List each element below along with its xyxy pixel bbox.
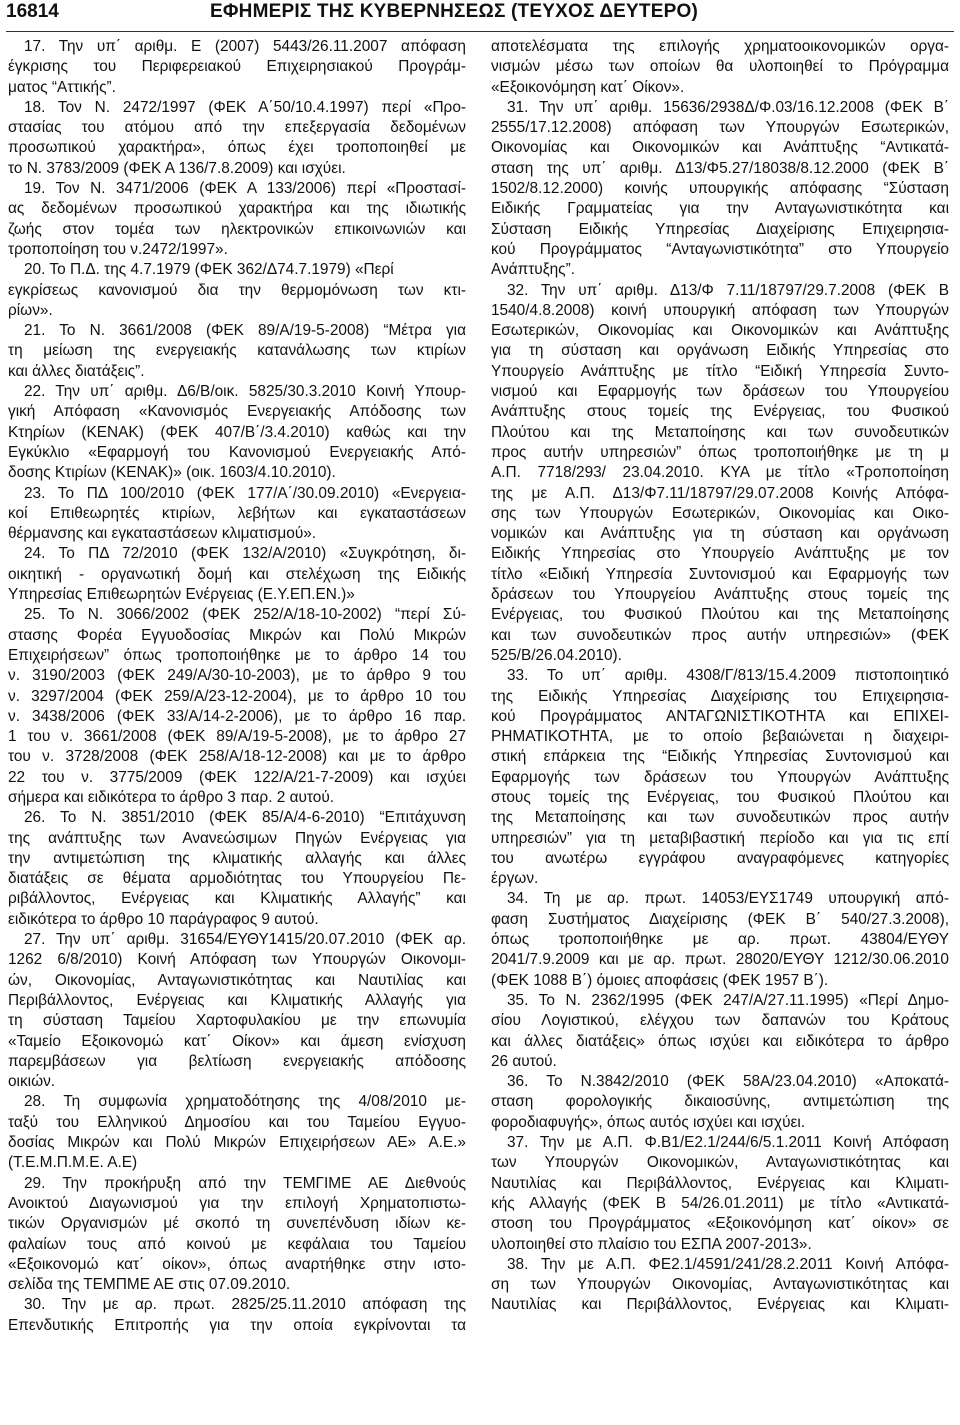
text-line: της ανάπτυξης των Ανανεώσιμων Πηγών Ενέργειας για bbox=[8, 829, 466, 847]
text-line: παρεμβάσεων για βελτίωση ενεργειακής απόδοσης bbox=[8, 1052, 466, 1070]
text-line: 27. Την υπ΄ αριθμ. 31654/ΕΥΘΥ1415/20.07.2010 (ΦΕΚ αρ. bbox=[24, 931, 466, 949]
text-line: στασίας του ατόμου από την επεξεργασία δεδομένων bbox=[8, 119, 466, 137]
text-line: 34. Τη με αρ. πρωτ. 14053/ΕΥΣ1749 υπουργική από- bbox=[507, 890, 949, 908]
text-line: ταξύ του Ελληνικού Δημοσίου και του Ταμείου Εγγυο- bbox=[8, 1113, 466, 1131]
text-line: έργων. bbox=[491, 870, 539, 888]
text-line: 1502/8.12.2000) κοινής υπουργικής απόφασης “Σύσταση bbox=[491, 180, 949, 198]
text-line: 525/Β/26.04.2010). bbox=[491, 646, 622, 664]
text-line: νισμών μέσω των οποίων θα υλοποιηθεί το Πρόγραμμα bbox=[491, 58, 949, 76]
text-line: θέρμανσης και εγκαταστάσεων κλιματισμού». bbox=[8, 525, 317, 543]
text-line: Σύσταση Ειδικής Υπηρεσίας Διαχείρισης Επιχειρησια- bbox=[491, 220, 949, 238]
text-line: των Υπουργών Οικονομικών, Ανταγωνιστικότητας και bbox=[491, 1154, 949, 1172]
text-line: νομικών και Ανάπτυξης για τη σύσταση και οργάνωση bbox=[491, 525, 949, 543]
text-line: Ενέργειας, του Φυσικού Πλούτου και της Μεταποίησης bbox=[491, 606, 949, 624]
text-line: δοσίας Μικρών και Πολύ Μικρών Επιχειρήσεων ΑΕ» Α.Ε.» bbox=[8, 1134, 466, 1152]
text-line: 31. Την υπ΄ αριθμ. 15636/2938Δ/Φ.03/16.12.2008 (ΦΕΚ Β΄ bbox=[507, 98, 949, 116]
text-line: σήμερα και ειδικότερα το άρθρο 3 παρ. 2 αυτού. bbox=[8, 788, 335, 806]
text-line: 21. Το Ν. 3661/2008 (ΦΕΚ 89/Α/19-5-2008) “Μέτρα για bbox=[24, 322, 466, 340]
text-line: 26 αυτού. bbox=[491, 1052, 557, 1070]
text-line: 37. Την με Α.Π. Φ.Β1/Ε2.1/244/6/5.1.2011 Κοινή Απόφαση bbox=[507, 1134, 949, 1152]
text-line: Ειδικής Γραμματείας για την Ανταγωνιστικότητα και bbox=[491, 200, 949, 218]
text-line: σης των Υπουργών Εσωτερικών, Οικονομίας και Οικο- bbox=[491, 504, 949, 522]
text-line: 24. Το ΠΔ 72/2010 (ΦΕΚ 132/Α/2010) «Συγκρότηση, δι- bbox=[24, 545, 466, 563]
text-line: στασης Φορέα Εγγυοδοσίας Μικρών και Πολύ Μικρών bbox=[8, 626, 466, 644]
right-column bbox=[491, 37, 949, 1316]
text-line: 29. Την προκήρυξη από την ΤΕΜΓΙΜΕ ΑΕ Διεθνούς bbox=[24, 1174, 466, 1192]
text-line: 28. Τη συμφωνία χρηματοδότησης της 4/08/2010 με- bbox=[24, 1093, 466, 1111]
text-line: δράσεων του Υπουργείου Ανάπτυξης στους τομείς της bbox=[491, 586, 949, 604]
text-line: φαση Συστήματος Διαχείρισης (ΦΕΚ Β΄ 540/27.3.2008), bbox=[491, 910, 949, 928]
text-line: Ναυτιλίας και Περιβάλλοντος, Ενέργειας και Κλιματι- bbox=[491, 1174, 949, 1192]
text-line: οικιών. bbox=[8, 1073, 56, 1091]
text-line: (ΦΕΚ 1088 Β΄) όμοιες αποφάσεις (ΦΕΚ 1957 Β΄). bbox=[491, 971, 829, 989]
text-line: τη σύσταση Ταμείου Χαρτοφυλακίου με την επωνυμία bbox=[8, 1012, 466, 1030]
text-line: 35. Το Ν. 2362/1995 (ΦΕΚ 247/Α/27.11.1995) «Περί Δημο- bbox=[507, 991, 949, 1009]
text-line: 18. Τον Ν. 2472/1997 (ΦΕΚ Α΄50/10.4.1997) περί «Προ- bbox=[24, 98, 466, 116]
text-line: Υπουργείο Ανάπτυξης με τίτλο “Ειδική Υπηρεσία Συντο- bbox=[491, 362, 949, 380]
text-line: Εσωτερικών, Οικονομίας και Οικονομικών και Ανάπτυξης bbox=[491, 322, 949, 340]
text-line: 1540/4.8.2008) κοινή υπουργική απόφαση των Υπουργών bbox=[491, 301, 949, 319]
text-line: Περιβάλλοντος, Ενέργειας και Κλιματικής Αλλαγής για bbox=[8, 991, 466, 1009]
text-line: ζωής στον τομέα των ηλεκτρονικών επικοινωνιών και bbox=[8, 220, 466, 238]
text-line: σελίδα της ΤΕΜΠΜΕ ΑΕ στις 07.09.2010. bbox=[8, 1276, 291, 1294]
text-line: Πλούτου και της Μεταποίησης και των συνοδευτικών bbox=[491, 423, 949, 441]
text-line: τη μείωση της ενεργειακής κατανάλωσης των κτιρίων bbox=[8, 342, 466, 360]
text-line: ας δεδομένων προσωπικού χαρακτήρα και της ιδιωτικής bbox=[8, 200, 466, 218]
text-line: Κτηρίων (ΚΕΝΑΚ) (ΦΕΚ 407/Β΄/3.4.2010) καθώς και την bbox=[8, 423, 466, 441]
text-line: αποτελέσματα της επιλογής χρηματοοικονομικών οργα- bbox=[491, 38, 949, 55]
text-line: Υπηρεσίας Επιθεωρητών Ενέργειας (Ε.Υ.ΕΠ.ΕΝ.)» bbox=[8, 586, 355, 604]
text-line: Εφαρμογής των δράσεων του Υπουργών Ανάπτυξης bbox=[491, 768, 949, 786]
text-line: 1262 6/8/2010) Κοινή Απόφαση των Υπουργών Οικονομι- bbox=[8, 951, 466, 969]
text-line: ν. 3190/2003 (ΦΕΚ 249/Α/30-10-2003), με το άρθρο 9 του bbox=[8, 667, 466, 685]
text-line: 38. Την με Α.Π. ΦΕ2.1/4591/241/28.2.2011 Κοινή Απόφα- bbox=[507, 1255, 949, 1273]
text-line: προσωπικού χαρακτήρα», όπως έχει τροποποιηθεί με bbox=[8, 139, 466, 157]
text-line: για τη σύσταση και οργάνωση Ειδικής Υπηρεσίας στο bbox=[491, 342, 949, 360]
text-line: Ειδικής Υπηρεσίας στο Υπουργείο Ανάπτυξης με τον bbox=[491, 545, 949, 563]
text-line: 30. Την με αρ. πρωτ. 2825/25.11.2010 απόφαση της bbox=[24, 1296, 466, 1314]
text-line: 20. Το Π.Δ. της 4.7.1979 (ΦΕΚ 362/Δ74.7.1979) «Περί bbox=[24, 261, 394, 279]
text-line: Α.Π. 7718/293/ 23.04.2010. ΚΥΑ με τίτλο «Τροποποίηση bbox=[491, 464, 949, 482]
text-line: 36. Το Ν.3842/2010 (ΦΕΚ 58Α/23.04.2010) «Αποκατά- bbox=[507, 1073, 949, 1091]
text-line: υπηρεσιών” για τη μεταβιβαστική περίοδο και για τις επί bbox=[491, 829, 949, 847]
text-line: 17. Την υπ΄ αριθμ. Ε (2007) 5443/26.11.2007 απόφαση bbox=[24, 38, 466, 55]
text-line: φοροδιαφυγής», όπως αυτός ισχύει και ισχύει. bbox=[491, 1113, 806, 1131]
text-line: και των συνοδευτικών προς αυτήν υπηρεσιών» (ΦΕΚ bbox=[491, 626, 949, 644]
text-line: ρίων». bbox=[8, 301, 53, 319]
text-line: ν. 3297/2004 (ΦΕΚ 259/Α/23-12-2004), με το άρθρο 10 του bbox=[8, 687, 466, 705]
text-line: του ν. 3728/2008 (ΦΕΚ 258/Α/18-12-2008) και με το άρθρο bbox=[8, 748, 466, 766]
text-line: και άλλες διατάξεις» όπως ισχύει και ειδικότερα το άρθρο bbox=[491, 1032, 949, 1050]
text-line: φαλαίων τους από κοινού με κεφάλαια του Ταμείου bbox=[8, 1235, 466, 1253]
text-line: 33. Το υπ΄ αριθμ. 4308/Γ/813/15.4.2009 πιστοποιητικό bbox=[507, 667, 949, 685]
text-line: κής Αλλαγής (ΦΕΚ Β 54/26.01.2011) με τίτλο «Αντικατά- bbox=[491, 1194, 949, 1212]
text-line: 1 του ν. 3661/2008 (ΦΕΚ 89/Α/19-5-2008), με το άρθρο 27 bbox=[8, 728, 466, 746]
text-line: τροποποίηση του ν.2472/1997». bbox=[8, 240, 228, 258]
text-line: του ανωτέρω εγγράφου αναγραφόμενες κατηγορίες bbox=[491, 849, 949, 867]
text-line: 26. Το Ν. 3851/2010 (ΦΕΚ 85/Α/4-6-2010) “Επιτάχυνση bbox=[24, 809, 466, 827]
text-line: 32. Την υπ΄ αριθμ. Δ13/Φ 7.11/18797/29.7.2008 (ΦΕΚ Β bbox=[507, 281, 949, 299]
page-header bbox=[0, 0, 960, 30]
text-line: 23. Το ΠΔ 100/2010 (ΦΕΚ 177/Α΄/30.09.2010) «Ενεργεια- bbox=[24, 484, 466, 502]
text-line: οικητική - οργανωτική δομή και στελέχωση της Ειδικής bbox=[8, 565, 466, 583]
text-line: κού Προγράμματος ΑΝΤΑΓΩΝΙΣΤΙΚΟΤΗΤΑ και ΕΠΙΧΕΙ- bbox=[491, 707, 949, 725]
text-line: ών, Οικονομίας, Ανταγωνιστικότητας και Ναυτιλίας και bbox=[8, 971, 466, 989]
text-line: έγκρισης του Περιφερειακού Επιχειρησιακού Προγράμ- bbox=[8, 58, 466, 76]
text-line: στους τομείς της Ενέργειας, του Φυσικού Πλούτου και bbox=[491, 788, 949, 806]
text-line: Ανοικτού Διαγωνισμού για την επιλογή Χρηματοπιστω- bbox=[8, 1194, 466, 1212]
text-line: Ναυτιλίας και Περιβάλλοντος, Ενέργειας και Κλιματι- bbox=[491, 1296, 949, 1314]
text-line: σταση της υπ΄ αριθμ. Δ13/Φ5.27/18038/8.12.2000 (ΦΕΚ Β΄ bbox=[491, 159, 949, 177]
text-line: 25. Το Ν. 3066/2002 (ΦΕΚ 252/Α/18-10-2002) “περί Σύ- bbox=[24, 606, 466, 624]
text-line: 22 του ν. 3775/2009 (ΦΕΚ 122/Α/21-7-2009) και ισχύει bbox=[8, 768, 466, 786]
text-line: τικών Οργανισμών μέ σκοπό τη συνεπένδυση ιδίων κε- bbox=[8, 1215, 466, 1233]
text-line: Οικονομίας και Οικονομικών και Ανάπτυξης “Αντικατά- bbox=[491, 139, 949, 157]
text-line: Ανάπτυξης”. bbox=[491, 261, 575, 279]
text-line: ΡΗΜΑΤΙΚΟΤΗΤΑ, με το οποίο βεβαιώνεται η διαχειρι- bbox=[491, 728, 949, 746]
text-line: «Ταμείο Εξοικονομώ κατ΄ Οίκον» και άμεση ενίσχυση bbox=[8, 1032, 466, 1050]
text-line: (Τ.Ε.Μ.Π.Μ.Ε. Α.Ε) bbox=[8, 1154, 138, 1172]
gazette-title: ΕΦΗΜΕΡΙΣ ΤΗΣ ΚΥΒΕΡΝΗΣΕΩΣ (ΤΕΥΧΟΣ ΔΕΥΤΕΡΟ) bbox=[210, 1, 698, 22]
text-line: στοση του Προγράμματος «Εξοικονόμηση κατ΄ οίκον» σε bbox=[491, 1215, 949, 1233]
text-line: 2555/17.12.2008) απόφαση των Υπουργών Εσωτερικών, bbox=[491, 119, 949, 137]
left-column bbox=[8, 37, 466, 1336]
text-line: ματος “Αττικής”. bbox=[8, 78, 116, 96]
header-rule bbox=[6, 31, 954, 32]
text-line: κού Προγράμματος “Ανταγωνιστικότητα” στο Υπουργείο bbox=[491, 240, 949, 258]
text-line: της Μεταποίησης και των συνοδευτικών προς αυτήν bbox=[491, 809, 949, 827]
text-line: τίτλο «Ειδική Υπηρεσία Συντονισμού και Εφαρμογής των bbox=[491, 565, 949, 583]
text-line: Εγκύκλιο «Εφαρμογή του Κανονισμού Ενεργειακής Από- bbox=[8, 443, 466, 461]
text-line: εγκρίσεως κανονισμού δια την θερμομόνωση των κτι- bbox=[8, 281, 466, 299]
text-line: Ανάπτυξης στους τομείς της Ενέργειας, του Φυσικού bbox=[491, 403, 949, 421]
text-line: νισμού και Εφαρμογής των δράσεων του Υπουργείου bbox=[491, 383, 949, 401]
text-line: γική Απόφαση «Κανονισμός Ενεργειακής Απόδοσης των bbox=[8, 403, 466, 421]
text-line: ριβάλλοντος, Ενέργειας και Κλιματικής Αλλαγής” και bbox=[8, 890, 466, 908]
text-line: της Ειδικής Υπηρεσίας Διαχείρισης του Επιχειρησια- bbox=[491, 687, 949, 705]
text-line: της με Α.Π. Δ13/Φ7.11/18797/29.07.2008 Κοινής Απόφα- bbox=[491, 484, 949, 502]
text-line: 2041/7.9.2009 και με αρ. πρωτ. 28020/ΕΥΘΥ 1212/30.06.2010 bbox=[491, 951, 949, 969]
text-line: υλοποιηθεί στο πλαίσιο του ΕΣΠΑ 2007-2013». bbox=[491, 1235, 812, 1253]
text-line: όπως τροποποιήθηκε με αρ. πρωτ. 43804/ΕΥΘΥ bbox=[491, 931, 949, 949]
text-line: το Ν. 3783/2009 (ΦΕΚ Α 136/7.8.2009) και ισχύει. bbox=[8, 159, 346, 177]
text-line: Επενδυτικής Επιτροπής για την οποία εγκρίνονται τα bbox=[8, 1316, 466, 1334]
text-line: «Εξοικονομώ κατ΄ οίκον», όπως αναρτήθηκε στην ιστο- bbox=[8, 1255, 466, 1273]
text-line: κοί Επιθεωρητές κτιρίων, λεβήτων και εγκαταστάσεων bbox=[8, 504, 466, 522]
text-line: Επιχειρήσεων” όπως τροποποιήθηκε με το άρθρο 14 του bbox=[8, 646, 466, 664]
text-line: ν. 3438/2006 (ΦΕΚ 33/Α/14-2-2006), με το άρθρο 16 παρ. bbox=[8, 707, 466, 725]
text-line: 22. Την υπ΄ αριθμ. Δ6/Β/οικ. 5825/30.3.2010 Κοινή Υπουρ- bbox=[24, 383, 466, 401]
text-line: «Εξοικονόμηση κατ΄ Οίκον». bbox=[491, 78, 685, 96]
text-line: στική επάρκεια της “Ειδικής Υπηρεσίας Συντονισμού και bbox=[491, 748, 949, 766]
text-line: ειδικότερα το άρθρο 10 παράγραφος 9 αυτού. bbox=[8, 910, 319, 928]
text-line: σταση φορολογικής δικαιοσύνης, αντιμετώπιση της bbox=[491, 1093, 949, 1111]
text-line: και άλλες διατάξεις”. bbox=[8, 362, 145, 380]
text-line: σίου Λογιστικού, ελέγχου των δαπανών του Κράτους bbox=[491, 1012, 949, 1030]
text-line: δοσης Κτιρίων (ΚΕΝΑΚ)» (οικ. 1603/4.10.2010). bbox=[8, 464, 336, 482]
text-line: ση των Υπουργών Οικονομίας, Ανταγωνιστικότητας και bbox=[491, 1276, 949, 1294]
text-line: την αντιμετώπιση της κλιματικής αλλαγής και άλλες bbox=[8, 849, 466, 867]
text-line: διατάξεις σε θέματα αρμοδιότητας του Υπουργείου Πε- bbox=[8, 870, 466, 888]
text-line: 19. Τον Ν. 3471/2006 (ΦΕΚ Α 133/2006) περί «Προστασί- bbox=[24, 180, 466, 198]
page-number: 16814 bbox=[6, 1, 59, 22]
text-line: προς αυτήν υπηρεσιών” όπως τροποποιήθηκε με τη μ bbox=[491, 443, 949, 461]
